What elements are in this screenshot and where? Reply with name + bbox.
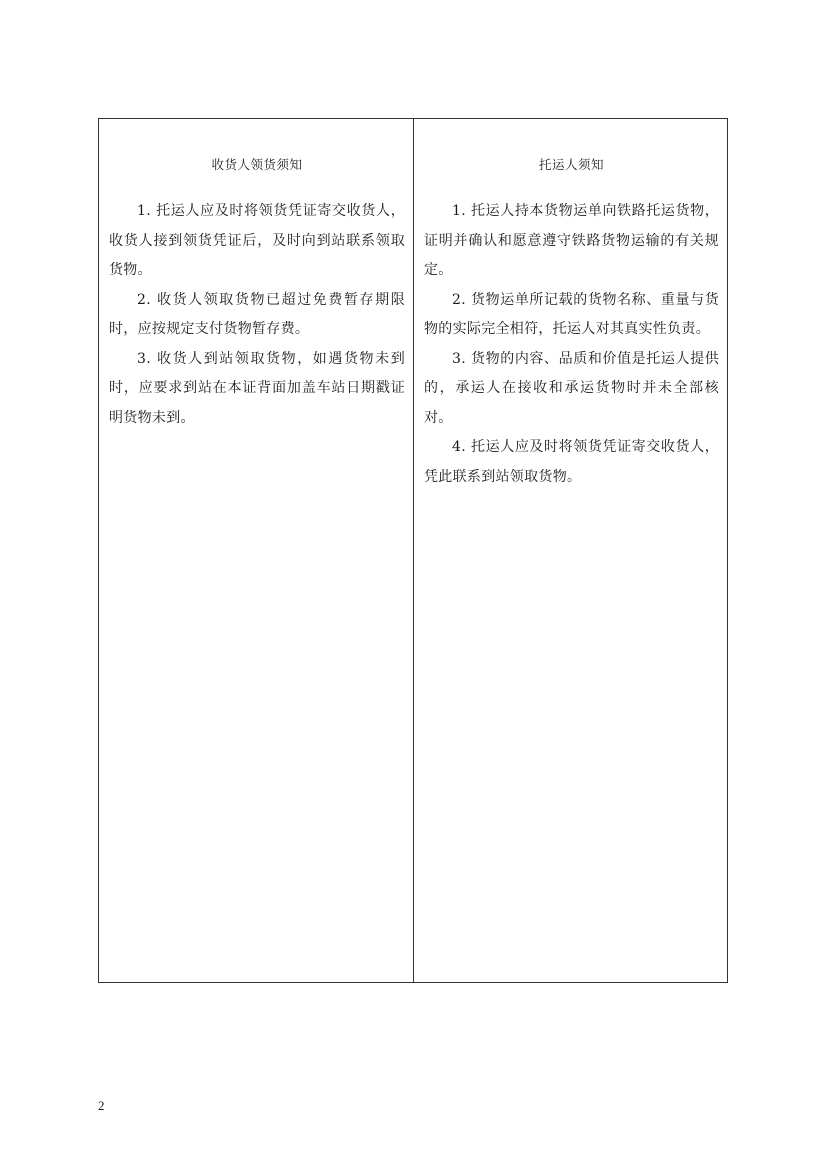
consignee-notice-item: 2. 收货人领取货物已超过免费暂存期限时，应按规定支付货物暂存费。 [109, 291, 405, 337]
shipper-notice-item: 4. 托运人应及时将领货凭证寄交收货人，凭此联系到站领取货物。 [424, 439, 719, 485]
consignee-notice-column [99, 119, 413, 982]
notice-table [98, 118, 728, 983]
page-number: 2 [98, 1098, 105, 1113]
consignee-notice-title: 收货人领货须知 [211, 157, 303, 172]
shipper-notice-title: 托运人须知 [538, 157, 604, 172]
shipper-notice-column [413, 119, 727, 982]
shipper-notice-item: 1. 托运人持本货物运单向铁路托运货物，证明并确认和愿意遵守铁路货物运输的有关规定。 [424, 203, 719, 278]
consignee-notice-item: 3. 收货人到站领取货物，如遇货物未到时，应要求到站在本证背面加盖车站日期戳证明货物未到。 [109, 350, 405, 426]
shipper-notice-list [424, 197, 719, 492]
consignee-notice-list [109, 197, 405, 433]
consignee-notice-item: 1. 托运人应及时将领货凭证寄交收货人，收货人接到领货凭证后，及时向到站联系领取货物。 [109, 203, 405, 278]
shipper-notice-item: 3. 货物的内容、品质和价值是托运人提供的，承运人在接收和承运货物时并未全部核对。 [424, 350, 719, 426]
shipper-notice-item: 2. 货物运单所记载的货物名称、重量与货物的实际完全相符，托运人对其真实性负责。 [424, 291, 719, 337]
